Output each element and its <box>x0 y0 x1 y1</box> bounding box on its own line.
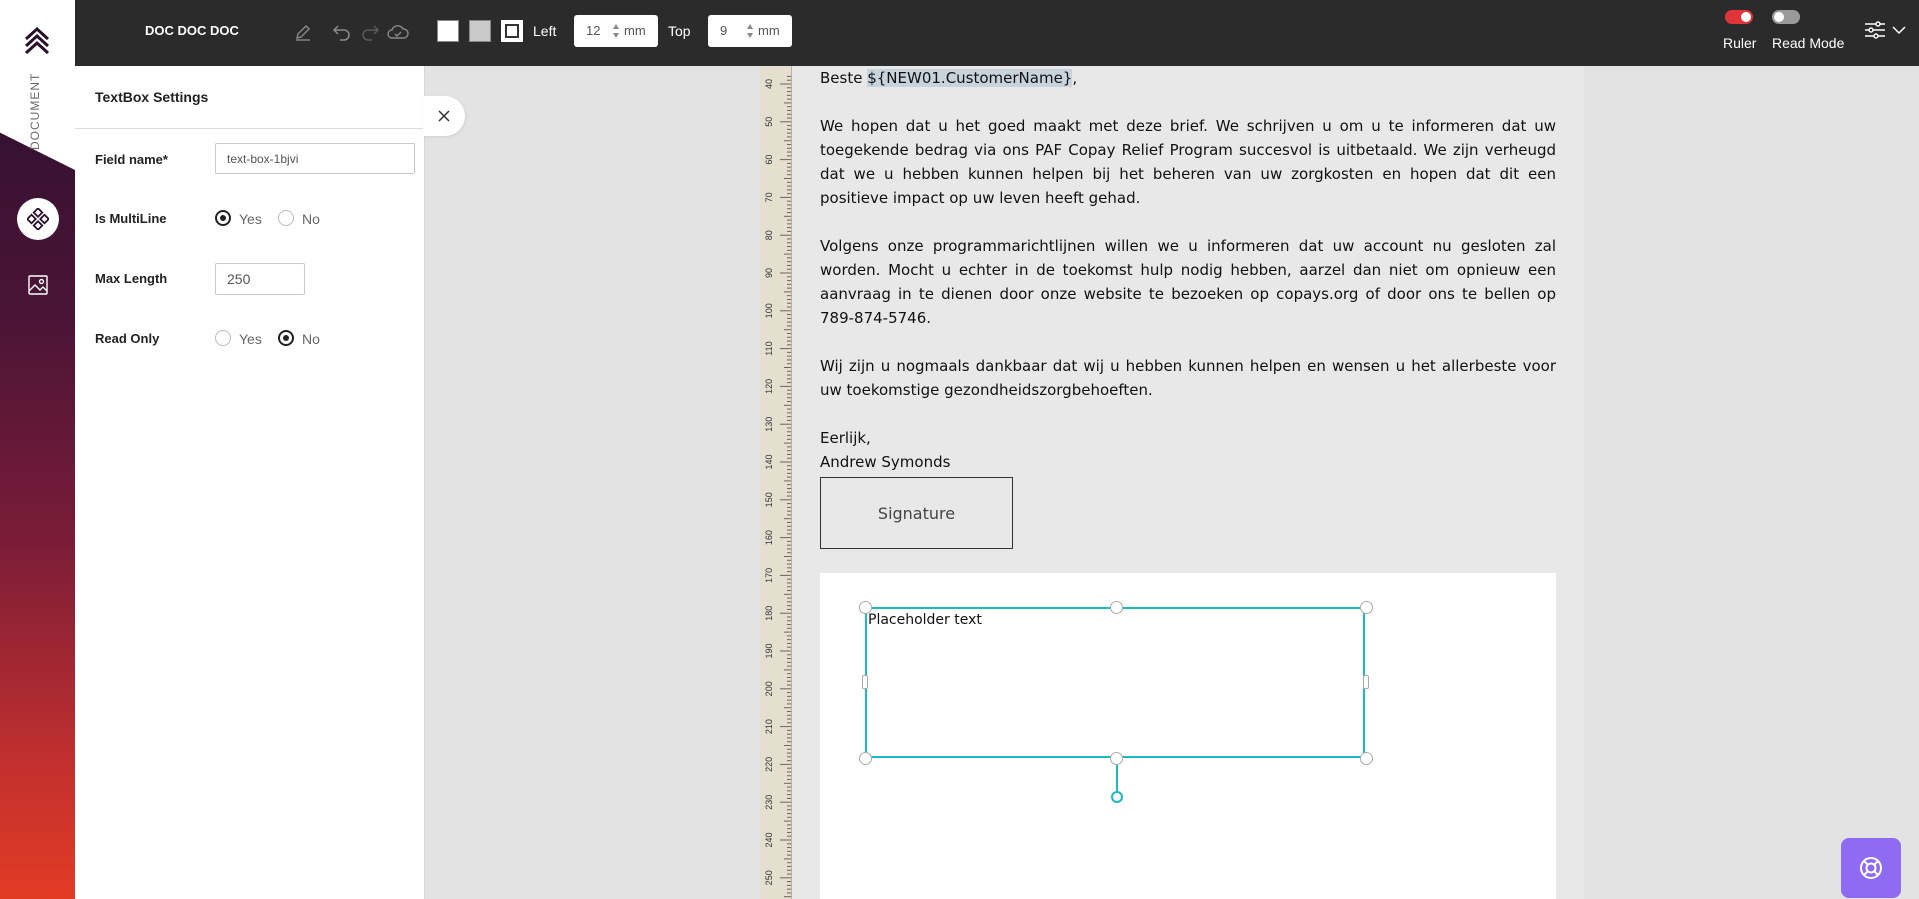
toggle-knob <box>1774 12 1784 22</box>
close-icon <box>437 109 451 123</box>
ruler-label: 70 <box>764 192 774 203</box>
left-value: 12 <box>586 23 601 38</box>
spinner-icon[interactable] <box>612 21 620 41</box>
read-only-no-label: No <box>302 331 320 347</box>
signature-field[interactable] <box>820 477 1013 549</box>
greeting-suffix: , <box>1072 69 1078 87</box>
ruler-label: 110 <box>764 341 774 356</box>
resize-handle-bottom-right[interactable] <box>1360 752 1373 765</box>
read-mode-toggle[interactable] <box>1772 10 1800 24</box>
redo-icon[interactable] <box>358 20 382 44</box>
read-only-label: Read Only <box>95 331 160 346</box>
help-button[interactable] <box>1841 838 1901 898</box>
undo-icon[interactable] <box>330 20 354 44</box>
signature-label: Signature <box>877 503 956 523</box>
ruler-label: 50 <box>764 116 774 127</box>
pen-icon[interactable] <box>291 20 315 44</box>
multiline-yes-radio[interactable] <box>215 210 231 226</box>
top-value: 9 <box>720 23 728 38</box>
components-icon <box>27 208 49 230</box>
field-name-input[interactable]: text-box-1bjvi <box>215 143 415 174</box>
selected-textbox[interactable] <box>865 607 1365 758</box>
max-length-label: Max Length <box>95 271 168 286</box>
ruler-label: 100 <box>764 303 774 319</box>
ruler-label: 160 <box>764 530 774 546</box>
fill-white-swatch[interactable] <box>437 20 459 42</box>
resize-handle-bottom-left[interactable] <box>859 752 872 765</box>
paragraph-3: Wij zijn u nogmaals dankbaar dat wij u hebben kunnen helpen en wensen u het allerbeste voor uw toekomstige gezondheidszorgbehoeften. <box>820 357 1556 399</box>
cloud-icon[interactable] <box>386 20 410 44</box>
rotate-connector <box>1116 765 1118 791</box>
ruler-label: 210 <box>764 719 774 735</box>
ruler-label: 180 <box>764 605 774 621</box>
toggle-knob <box>1741 12 1751 22</box>
top-toolbar <box>75 0 1919 66</box>
top-input[interactable] <box>708 15 792 47</box>
ruler-ticks <box>760 66 792 899</box>
ruler-label: 230 <box>764 794 774 810</box>
left-rail <box>0 0 75 899</box>
paragraph-1: We hopen dat u het goed maakt met deze brief. We schrijven u om u te informeren dat uw toegekende bedrag via ons PAF Copay Relief Program succesvol is uitbetaald. We zijn verheugd dat we u hebben kunnen helpen bij het beheren van uw zorgkosten en hopen dat dit een positieve impact op uw leven heeft gehad. <box>820 117 1556 207</box>
resize-handle-right[interactable] <box>1363 675 1369 689</box>
ruler-label: Ruler <box>1723 35 1757 51</box>
ruler-label: 90 <box>764 267 774 279</box>
customer-name-variable[interactable]: ${NEW01.CustomerName} <box>867 69 1073 87</box>
ruler-label: 150 <box>764 492 774 508</box>
ruler-label: 60 <box>764 154 774 165</box>
spinner-icon[interactable] <box>746 21 754 41</box>
field-name-label: Field name* <box>95 152 168 167</box>
multiline-label: Is MultiLine <box>95 211 167 226</box>
document-page <box>792 66 1584 899</box>
logo-icon[interactable] <box>22 26 52 56</box>
read-only-yes-label: Yes <box>239 331 262 347</box>
chevron-down-icon[interactable] <box>1887 18 1911 42</box>
fill-gray-swatch[interactable] <box>469 20 491 42</box>
top-label: Top <box>668 23 691 39</box>
multiline-no-label: No <box>302 211 320 227</box>
vertical-ruler <box>760 66 792 899</box>
read-only-no-radio[interactable] <box>278 330 294 346</box>
left-unit: mm <box>624 23 646 38</box>
resize-handle-top-left[interactable] <box>859 601 872 614</box>
textbox-settings-panel <box>75 66 425 899</box>
image-icon[interactable] <box>27 274 49 296</box>
multiline-no-radio[interactable] <box>278 210 294 226</box>
lifebuoy-icon <box>1858 855 1884 881</box>
border-swatch[interactable] <box>501 20 523 42</box>
ruler-label: 220 <box>764 756 774 772</box>
ruler-label: 240 <box>764 832 774 848</box>
ruler-label: 200 <box>764 681 774 697</box>
closing-line: Eerlijk, <box>820 429 871 447</box>
paragraph-2: Volgens onze programmarichtlijnen willen we u informeren dat uw account nu gesloten zal worden. Mocht u echter in de toekomst hulp nodig hebben, aarzel dan niet om opnieuw een aanvraag in te dienen door onze website te bezoeken op copays.org of door ons te bellen op 789-874-5746. <box>820 237 1556 327</box>
components-button[interactable] <box>17 198 59 240</box>
ruler-label: 140 <box>764 454 774 470</box>
settings-sliders-icon[interactable] <box>1863 18 1887 42</box>
rotate-handle[interactable] <box>1111 791 1123 803</box>
left-label: Left <box>533 23 557 39</box>
ruler-label: 80 <box>764 230 774 241</box>
ruler-toggle[interactable] <box>1725 10 1753 24</box>
multiline-yes-label: Yes <box>239 211 262 227</box>
resize-handle-top-right[interactable] <box>1360 601 1373 614</box>
close-panel-button[interactable] <box>423 96 465 136</box>
ruler-label: 190 <box>764 643 774 659</box>
resize-handle-left[interactable] <box>862 675 868 689</box>
ruler-label: 120 <box>764 378 774 394</box>
document-title[interactable]: DOC DOC DOC <box>145 23 239 38</box>
textbox-placeholder: Placeholder text <box>868 612 982 628</box>
resize-handle-bottom[interactable] <box>1110 752 1123 765</box>
left-input[interactable] <box>574 15 658 47</box>
rail-document-label: DOCUMENT <box>28 72 42 150</box>
read-mode-label: Read Mode <box>1772 35 1845 51</box>
signer-name: Andrew Symonds <box>820 453 951 471</box>
divider <box>75 128 425 129</box>
read-only-yes-radio[interactable] <box>215 330 231 346</box>
ruler-label: 40 <box>764 78 774 90</box>
top-unit: mm <box>758 23 780 38</box>
max-length-input[interactable]: 250 <box>215 263 305 295</box>
ruler-label: 250 <box>764 870 774 886</box>
greeting-prefix: Beste <box>820 69 868 87</box>
resize-handle-top[interactable] <box>1110 601 1123 614</box>
ruler-label: 170 <box>764 567 774 583</box>
panel-title: TextBox Settings <box>95 89 209 105</box>
ruler-label: 130 <box>764 416 774 432</box>
greeting-line <box>820 66 1556 90</box>
